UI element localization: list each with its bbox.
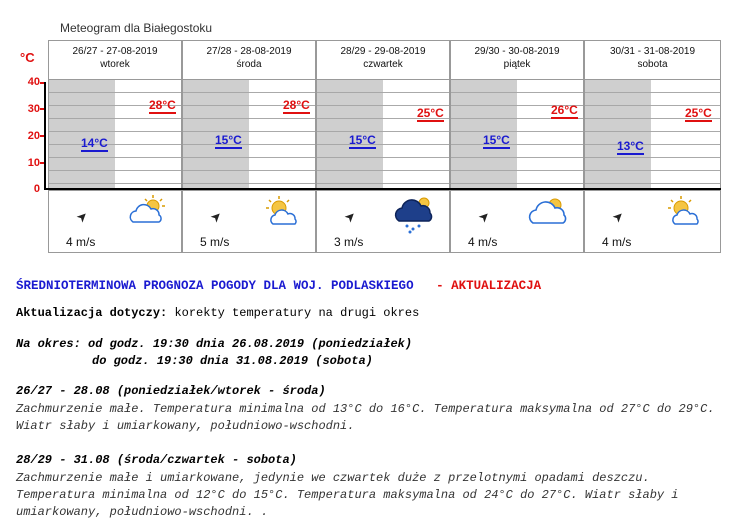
day-column bbox=[48, 40, 182, 253]
section-1-body: Zachmurzenie małe. Temperatura minimalna od 13°C do 16°C. Temperatura maksymalna od 27°C do 29°C. Wiatr słaby i umiarkowany, południowo-wschodni. bbox=[16, 402, 715, 433]
wind-direction-arrow-icon: ➤ bbox=[340, 207, 360, 226]
update-concern-value: korekty temperatury na drugi okres bbox=[174, 306, 420, 320]
day-date-range: 28/29 - 29-08-2019 bbox=[340, 46, 426, 57]
section-2-title: 28/29 - 31.08 (środa/czwartek - sobota) bbox=[16, 453, 297, 467]
wind-direction-arrow-icon: ➤ bbox=[206, 207, 226, 226]
update-concern-label: Aktualizacja dotyczy: bbox=[16, 306, 168, 320]
temperature-grid bbox=[316, 80, 450, 188]
update-concern bbox=[16, 306, 419, 320]
max-temperature: 28°C bbox=[149, 98, 176, 112]
day-weekday: wtorek bbox=[100, 59, 130, 70]
max-temperature: 25°C bbox=[417, 106, 444, 120]
rain-cloud-icon bbox=[393, 194, 437, 239]
day-footer bbox=[584, 190, 721, 253]
x-axis-line bbox=[44, 188, 721, 190]
min-temperature: 14°C bbox=[81, 136, 108, 150]
night-shading bbox=[49, 80, 115, 188]
wind-direction-arrow-icon: ➤ bbox=[72, 207, 92, 226]
meteogram bbox=[48, 40, 721, 253]
forecast-heading bbox=[16, 279, 541, 293]
day-header bbox=[584, 40, 721, 80]
day-date-range: 30/31 - 31-08-2019 bbox=[609, 46, 696, 57]
section-2-body: Zachmurzenie małe i umiarkowane, jedynie we czwartek duże z przelotnymi opadami deszczu. Temperatura minimalna od 12°C do 15°C. Temperatura maksymalna od 24°C do 27°C. Wiatr słaby i umiarkowany, południowo-wschodni. . bbox=[16, 471, 679, 519]
y-tick-10: 10 bbox=[27, 157, 40, 169]
y-axis-line bbox=[44, 82, 46, 190]
day-date-range: 29/30 - 30-08-2019 bbox=[474, 46, 560, 57]
partly-cloudy-icon bbox=[259, 194, 303, 233]
day-weekday: piątek bbox=[503, 59, 531, 70]
day-weekday: czwartek bbox=[363, 59, 403, 70]
temperature-grid bbox=[584, 80, 721, 188]
y-tick-30: 30 bbox=[27, 103, 40, 115]
day-column bbox=[584, 40, 721, 253]
forecast-heading-update: - AKTUALIZACJA bbox=[436, 279, 542, 293]
section-1-title: 26/27 - 28.08 (poniedziałek/wtorek - środa) bbox=[16, 384, 326, 398]
wind-speed: 5 m/s bbox=[200, 235, 230, 249]
temperature-grid bbox=[450, 80, 584, 188]
day-column bbox=[316, 40, 450, 253]
period-line-from: Na okres: od godz. 19:30 dnia 26.08.2019 (poniedziałek) bbox=[16, 337, 413, 351]
y-tick-40: 40 bbox=[27, 76, 40, 88]
day-header bbox=[450, 40, 584, 80]
day-header bbox=[182, 40, 316, 80]
day-footer bbox=[450, 190, 584, 253]
day-weekday: sobota bbox=[637, 59, 668, 70]
wind-speed: 4 m/s bbox=[602, 235, 632, 249]
day-column bbox=[182, 40, 316, 253]
day-footer bbox=[48, 190, 182, 253]
forecast-heading-main: ŚREDNIOTERMINOWA PROGNOZA POGODY DLA WOJ. PODLASKIEGO bbox=[16, 279, 414, 293]
max-temperature: 26°C bbox=[551, 103, 578, 117]
min-temperature: 13°C bbox=[617, 139, 644, 153]
day-date-range: 26/27 - 27-08-2019 bbox=[72, 46, 158, 57]
period-line-to: do godz. 19:30 dnia 31.08.2019 (sobota) bbox=[92, 354, 373, 368]
day-date-range: 27/28 - 28-08-2019 bbox=[206, 46, 292, 57]
temperature-grid bbox=[48, 80, 182, 188]
temperature-grid bbox=[182, 80, 316, 188]
wind-speed: 3 m/s bbox=[334, 235, 364, 249]
min-temperature: 15°C bbox=[215, 133, 242, 147]
min-temperature: 15°C bbox=[349, 133, 376, 147]
partly-cloudy-icon bbox=[125, 194, 169, 233]
day-footer bbox=[316, 190, 450, 253]
y-tick-20: 20 bbox=[27, 130, 40, 142]
day-footer bbox=[182, 190, 316, 253]
wind-speed: 4 m/s bbox=[66, 235, 96, 249]
cloud-sun-icon bbox=[527, 194, 571, 233]
wind-speed: 4 m/s bbox=[468, 235, 498, 249]
meteogram-title: Meteogram dla Białegostoku bbox=[60, 21, 213, 35]
wind-direction-arrow-icon: ➤ bbox=[474, 207, 494, 226]
partly-cloudy-icon bbox=[661, 194, 705, 233]
max-temperature: 25°C bbox=[685, 106, 712, 120]
min-temperature: 15°C bbox=[483, 133, 510, 147]
day-header bbox=[48, 40, 182, 80]
night-shading bbox=[585, 80, 651, 188]
wind-direction-arrow-icon: ➤ bbox=[608, 207, 628, 226]
max-temperature: 28°C bbox=[283, 98, 310, 112]
y-tick-0: 0 bbox=[33, 183, 40, 195]
day-column bbox=[450, 40, 584, 253]
day-header bbox=[316, 40, 450, 80]
day-weekday: środa bbox=[236, 59, 262, 70]
temperature-unit-label: °C bbox=[20, 50, 35, 65]
